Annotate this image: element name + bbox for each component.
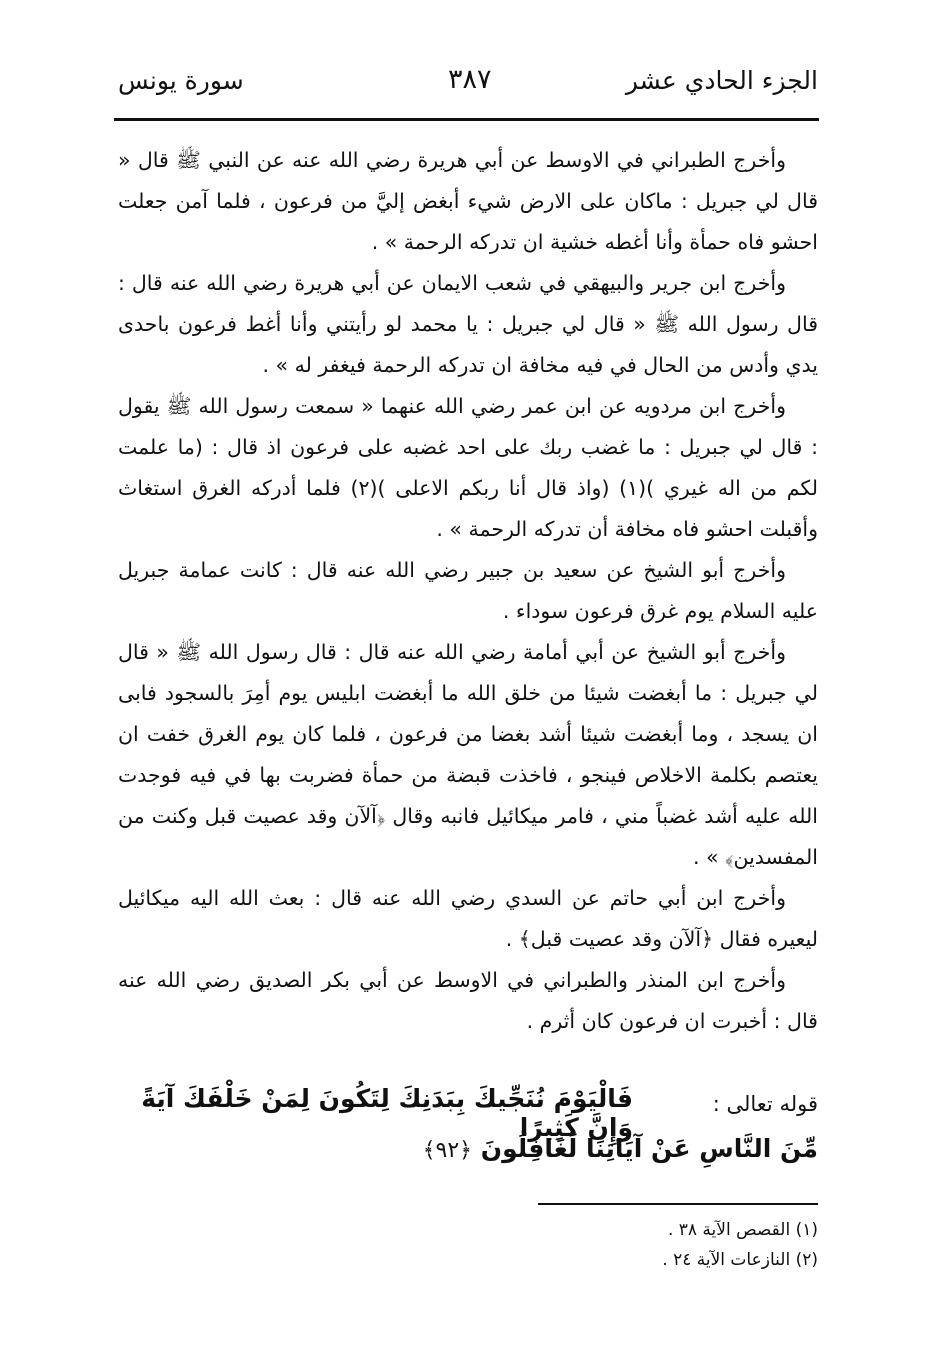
paragraph: وأخرج أبو الشيخ عن سعيد بن جبير رضي الله عنه قال : كانت عمامة جبريل عليه السلام يوم غرق فرعون سوداء .: [118, 558, 818, 623]
header-rule: [114, 118, 819, 121]
verse-line-1: [118, 1078, 818, 1142]
footnotes: [518, 1215, 818, 1275]
footnote-item: (١) القصص الآية ٣٨ .: [667, 1220, 818, 1240]
footnote-rule: [538, 1203, 818, 1205]
verse-text-2: مِّنَ النَّاسِ عَنْ آيَاتِنَا لَغَافِلُونَ: [480, 1134, 818, 1163]
paragraph: وأخرج أبو الشيخ عن أبي أمامة رضي الله عنه قال : قال رسول الله ﷺ « قال لي جبريل : ما أبغضت شيئا من خلق الله ما أبغضت ابليس يوم أمِرَ بالسجود فابى ان يسجد ، وما أبغضت شيئا أشد بغضا من فرعون ، فلما كان يوم الغرق خفت ان يعتصم بكلمة الاخلاص فينجو ، فاخذت قبضة من حمأة فضربت بها في فيه فوجدت الله عليه أشد غضباً مني ، فامر ميكائيل فانبه وقال ﴿آلآن وقد عصيت قبل وكنت من المفسدين﴾ » .: [118, 640, 818, 869]
surah-title: سورة يونس: [118, 66, 244, 95]
verse-intro: قوله تعالى :: [712, 1092, 818, 1116]
page-header: [118, 62, 818, 106]
paragraph: وأخرج الطبراني في الاوسط عن أبي هريرة رضي الله عنه عن النبي ﷺ قال « قال لي جبريل : ماكان على الارض شيء أبغض إليَّ من فرعون ، فلما آمن جعلت احشو فاه حمأة وأنا أغطه خشية ان تدركه الرحمة » .: [118, 148, 818, 254]
part-title: الجزء الحادي عشر: [625, 66, 818, 95]
quran-verse: [118, 1078, 818, 1180]
page-number: ٣٨٧: [448, 64, 492, 95]
paragraph: وأخرج ابن جرير والبيهقي في شعب الايمان عن أبي هريرة رضي الله عنه قال : قال رسول الله ﷺ « قال لي جبريل : يا محمد لو رأيتني وأنا أغط فرعون باحدى يدي وأدس من الحال في فيه مخافة ان تدركه الرحمة فيغفر له » .: [118, 271, 818, 377]
main-text: [118, 140, 818, 1042]
footnote-item: (٢) النازعات الآية ٢٤ .: [662, 1250, 818, 1270]
paragraph: وأخرج ابن المنذر والطبراني في الاوسط عن أبي بكر الصديق رضي الله عنه قال : أخبرت ان فرعون كان أثرم .: [118, 968, 818, 1033]
paragraph: وأخرج ابن مردويه عن ابن عمر رضي الله عنهما « سمعت رسول الله ﷺ يقول : قال لي جبريل : ما غضب ربك على احد غضبه على فرعون اذ قال : (ما علمت لكم من اله غيري )(١) (واذ قال أنا ربكم الاعلى )(٢) فلما أدركه الغرق استغاث وأقبلت احشو فاه مخافة أن تدركه الرحمة » .: [118, 394, 818, 541]
verse-line-2: [118, 1134, 818, 1180]
paragraph: وأخرج ابن أبي حاتم عن السدي رضي الله عنه قال : بعث الله اليه ميكائيل ليعيره فقال ﴿آلآن وقد عصيت قبل﴾ .: [118, 886, 818, 951]
verse-number-mark: ﴿٩٢﴾: [422, 1138, 473, 1163]
verse-text-1: فَالْيَوْمَ نُنَجِّيكَ بِبَدَنِكَ لِتَكُونَ لِمَنْ خَلْفَكَ آيَةً وَإِنَّ كَثِيرًا: [141, 1084, 633, 1142]
